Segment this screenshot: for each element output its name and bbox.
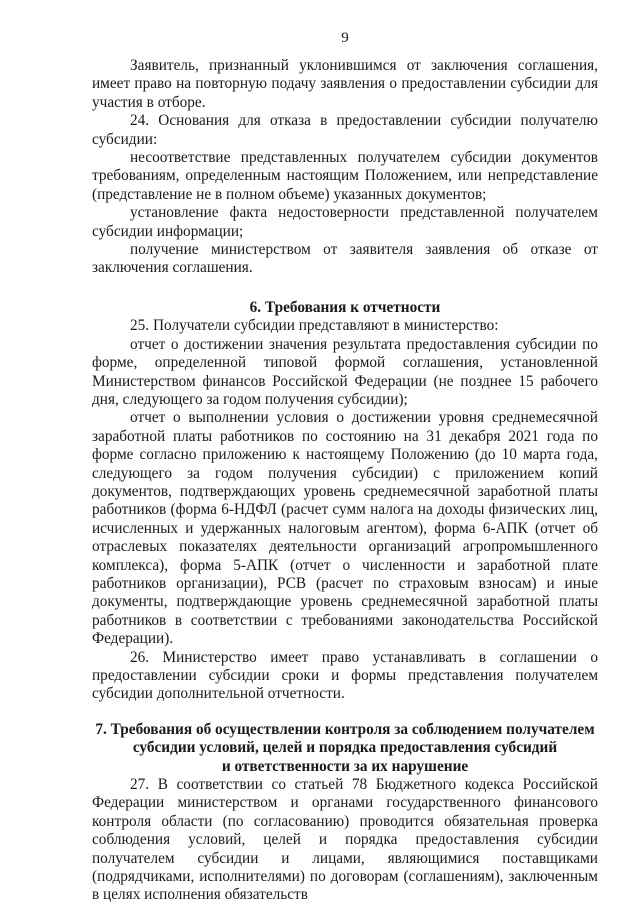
paragraph: получение министерством от заявителя заявления об отказе от заключения соглашения.	[92, 241, 598, 277]
paragraph: отчет о выполнении условия о достижении уровня среднемесячной заработной платы работников по состоянию на 31 декабря 2021 года по форме согласно приложению к настоящему Положению (до 10 марта года, следующего за годом получения субсидии) с приложением копий документов, подтверждающих уровень среднемесячной заработной платы работников (форма 6-НДФЛ (расчет сумм налога на доходы физических лиц, исчисленных и удержанных налоговым агентом), форма 6-АПК (отчет об отраслевых показателях деятельности организаций агропромышленного комплекса), форма 5-АПК (отчет о численности и заработной плате работников организации), РСВ (расчет по страховым взносам) и иные документы, подтверждающие уровень среднемесячной заработной платы работников в соответствии с требованиями законодательства Российской Федерации).	[92, 409, 598, 648]
section-7-heading	[92, 721, 598, 776]
section-7-heading-line: 7. Требования об осуществлении контроля за соблюдением получателем	[95, 720, 595, 738]
paragraph: 25. Получатели субсидии представляют в министерство:	[130, 317, 499, 335]
paragraph: 26. Министерство имеет право устанавливать в соглашении о предоставлении субсидии сроки и формы представления получателем субсидии дополнительной отчетности.	[92, 648, 598, 703]
paragraph: 27. В соответствии со статьей 78 Бюджетного кодекса Российской Федерации министерством и органами государственного финансового контроля области (по согласованию) проводится обязательная проверка соблюдения условий, целей и порядка предоставления субсидии получателем субсидии и лицами, являющимися поставщиками (подрядчиками, исполнителями) по договорам (соглашениям), заключенным в целях исполнения обязательств	[92, 776, 598, 904]
paragraph: Заявитель, признанный уклонившимся от заключения соглашения, имеет право на повторную подачу заявления о предоставлении субсидии для участия в отборе.	[92, 57, 598, 111]
section-6-heading: 6. Требования к отчетности	[249, 298, 441, 316]
section-7-heading-line: и ответственности за их нарушение	[221, 757, 469, 775]
paragraph: отчет о достижении значения результата предоставления субсидии по форме, определенной типовой формой соглашения, установленной Министерством финансов Российской Федерации (не позднее 15 рабочего дня, следующего за годом получения субсидии);	[92, 335, 598, 408]
page-number: 9	[341, 30, 349, 46]
section-7-heading-line: субсидии условий, целей и порядка предоставления субсидий	[132, 739, 558, 757]
paragraph: несоответствие представленных получателем субсидии документов требованиям, определенным настоящим Положением, или непредставление (представление не в полном объеме) указанных документов;	[92, 149, 598, 203]
paragraph: 24. Основания для отказа в предоставлении субсидии получателю субсидии:	[92, 112, 598, 148]
paragraph: установление факта недостоверности представленной получателем субсидии информации;	[92, 204, 598, 240]
